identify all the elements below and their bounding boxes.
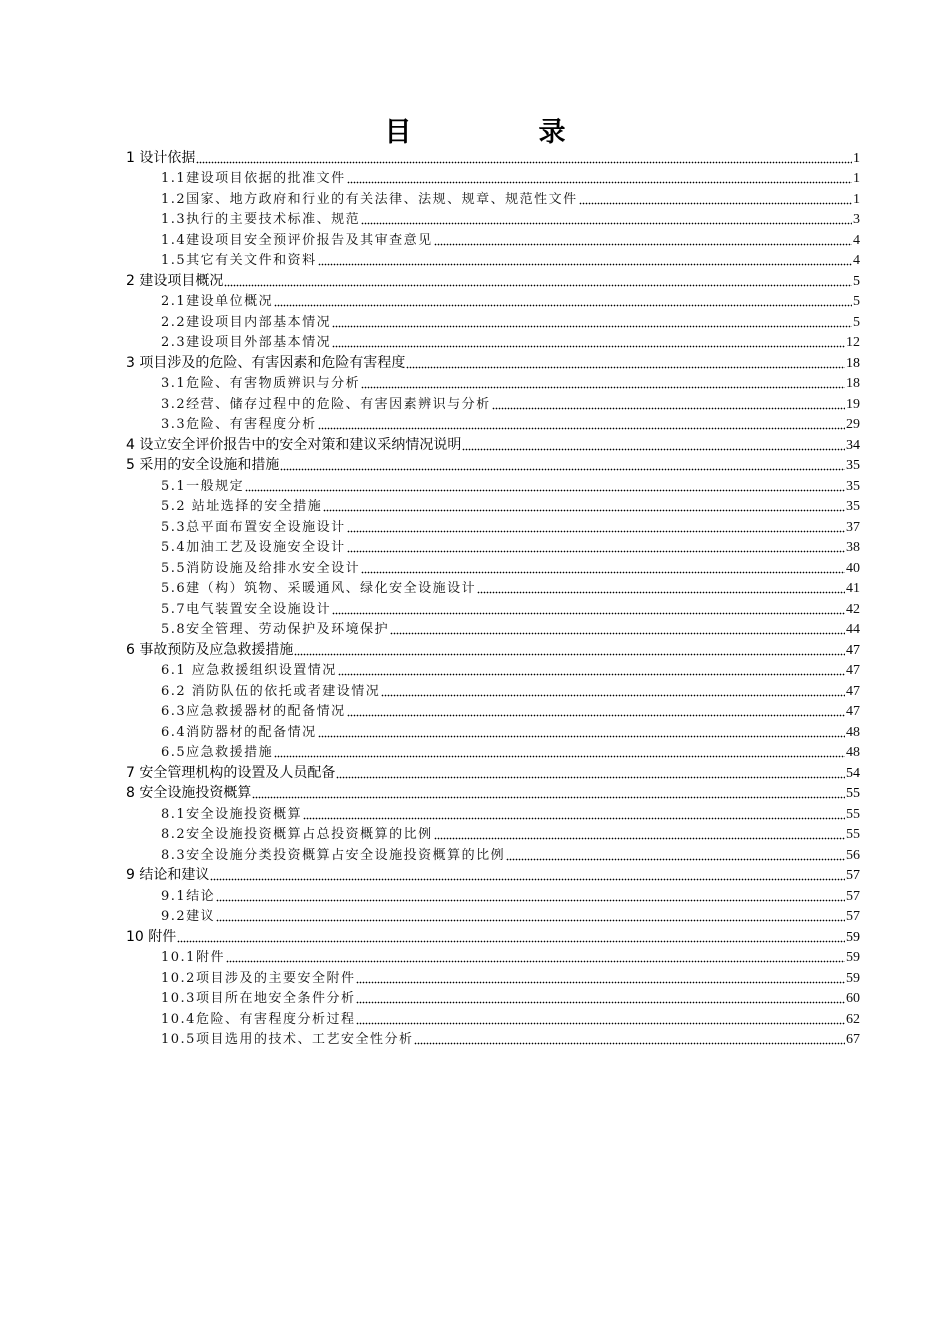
toc-page-number: 35	[846, 478, 860, 494]
toc-section-entry[interactable]	[126, 188, 860, 209]
toc-section-entry[interactable]	[126, 824, 860, 845]
toc-entry-title: 8 安全设施投资概算	[126, 785, 252, 801]
toc-page-number: 18	[846, 376, 860, 391]
dot-leader	[390, 629, 845, 635]
toc-section-entry[interactable]	[126, 516, 860, 537]
toc-page-number: 34	[846, 437, 860, 453]
toc-entry-title: 2.1建设单位概况	[161, 294, 274, 309]
toc-chapter-entry[interactable]	[126, 865, 860, 886]
toc-entry-title: 5.5消防设施及给排水安全设计	[161, 560, 361, 576]
dot-leader	[361, 568, 845, 574]
toc-page-number: 57	[846, 909, 860, 924]
dot-leader	[274, 301, 852, 307]
toc-entry-title: 1.3执行的主要技术标准、规范	[161, 212, 361, 227]
toc-entry-title: 5.8安全管理、劳动保护及环境保护	[161, 622, 390, 637]
toc-entry-title: 8.1安全设施投资概算	[161, 806, 303, 822]
dot-leader	[318, 424, 845, 430]
toc-entry-title: 6.1 应急救援组织设置情况	[161, 663, 337, 678]
toc-page-number: 1	[853, 150, 860, 166]
toc-page-number: 59	[846, 970, 860, 986]
toc-section-entry[interactable]	[126, 680, 860, 701]
dot-leader	[303, 814, 845, 820]
toc-entry-title: 4 设立安全评价报告中的安全对策和建议采纳情况说明	[126, 436, 462, 453]
dot-leader	[177, 937, 845, 943]
dot-leader	[579, 199, 852, 205]
toc-chapter-entry[interactable]	[126, 352, 860, 373]
toc-entry-title: 8.2安全设施投资概算占总投资概算的比例	[161, 827, 433, 842]
toc-entry-title: 3.2经营、储存过程中的危险、有害因素辨识与分析	[161, 396, 491, 412]
toc-page-number: 42	[846, 601, 860, 617]
dot-leader	[356, 1019, 845, 1025]
toc-entry-title: 8.3安全设施分类投资概算占安全设施投资概算的比例	[161, 847, 506, 863]
toc-page-number: 29	[846, 417, 860, 432]
toc-section-entry[interactable]	[126, 619, 860, 640]
toc-entry-title: 3 项目涉及的危险、有害因素和危险有害程度	[126, 354, 406, 371]
toc-entry-title: 6.3应急救援器材的配备情况	[161, 704, 346, 719]
toc-entry-title: 5 采用的安全设施和措施	[126, 457, 280, 473]
dot-leader	[477, 588, 845, 594]
toc-page-number: 59	[846, 929, 860, 945]
toc-section-entry[interactable]	[126, 168, 860, 189]
toc-page-number: 55	[846, 827, 860, 842]
toc-entry-title: 10.5项目选用的技术、工艺安全性分析	[161, 1032, 414, 1047]
toc-entry-title: 5.7电气装置安全设施设计	[161, 601, 332, 617]
toc-section-entry[interactable]	[126, 742, 860, 763]
toc-page-number: 47	[846, 663, 860, 678]
toc-chapter-entry[interactable]	[126, 434, 860, 455]
toc-section-entry[interactable]	[126, 209, 860, 230]
toc-entry-title: 10.1附件	[161, 950, 225, 965]
toc-page-number: 60	[846, 991, 860, 1006]
dot-leader	[196, 158, 852, 164]
dot-leader	[318, 732, 845, 738]
dot-leader	[294, 650, 845, 656]
table-of-contents	[126, 147, 860, 1049]
toc-entry-title: 5.3总平面布置安全设施设计	[161, 519, 346, 535]
page-title: 目 录	[384, 117, 616, 148]
dot-leader	[361, 383, 845, 389]
toc-entry-title: 10.3项目所在地安全条件分析	[161, 991, 356, 1006]
toc-page-number: 4	[853, 232, 860, 248]
dot-leader	[226, 957, 845, 963]
toc-section-entry[interactable]	[126, 947, 860, 968]
toc-page-number: 5	[853, 314, 860, 330]
toc-section-entry[interactable]	[126, 373, 860, 394]
dot-leader	[332, 342, 845, 348]
toc-chapter-entry[interactable]	[126, 762, 860, 783]
toc-section-entry[interactable]	[126, 988, 860, 1009]
dot-leader	[361, 219, 852, 225]
toc-section-entry[interactable]	[126, 885, 860, 906]
toc-section-entry[interactable]	[126, 496, 860, 517]
toc-section-entry[interactable]	[126, 598, 860, 619]
toc-section-entry[interactable]	[126, 803, 860, 824]
toc-page-number: 37	[846, 519, 860, 535]
toc-entry-title: 9.1结论	[161, 888, 216, 904]
dot-leader	[506, 855, 845, 861]
toc-chapter-entry[interactable]	[126, 926, 860, 947]
toc-page-number: 47	[846, 683, 860, 699]
dot-leader	[338, 670, 845, 676]
toc-page-number: 19	[846, 396, 860, 412]
toc-section-entry[interactable]	[126, 906, 860, 927]
dot-leader	[318, 260, 852, 266]
toc-section-entry[interactable]	[126, 229, 860, 250]
toc-page-number: 59	[846, 950, 860, 965]
dot-leader	[347, 711, 845, 717]
toc-chapter-entry[interactable]	[126, 783, 860, 804]
toc-entry-title: 2 建设项目概况	[126, 272, 224, 289]
toc-page-number: 12	[846, 335, 860, 350]
dot-leader	[245, 486, 845, 492]
toc-page-number: 48	[846, 724, 860, 740]
toc-entry-title: 6.4消防器材的配备情况	[161, 724, 317, 740]
toc-entry-title: 2.3建设项目外部基本情况	[161, 335, 332, 350]
toc-page-number: 3	[853, 212, 860, 227]
toc-entry-title: 6.5应急救援措施	[161, 745, 274, 760]
toc-page-number: 4	[853, 253, 860, 268]
toc-page-number: 48	[846, 745, 860, 760]
toc-page-number: 38	[846, 540, 860, 555]
toc-entry-title: 9.2建议	[161, 909, 216, 924]
toc-page-number: 1	[853, 191, 860, 207]
dot-leader	[381, 691, 845, 697]
toc-entry-title: 7 安全管理机构的设置及人员配备	[126, 764, 336, 781]
toc-page-number: 57	[846, 868, 860, 883]
dot-leader	[356, 978, 845, 984]
toc-entry-title: 6 事故预防及应急救援措施	[126, 641, 294, 658]
toc-page-number: 18	[846, 355, 860, 371]
toc-page-number: 57	[846, 888, 860, 904]
toc-section-entry[interactable]	[126, 475, 860, 496]
dot-leader	[323, 506, 845, 512]
dot-leader	[414, 1039, 845, 1045]
dot-leader	[224, 281, 852, 287]
toc-entry-title: 2.2建设项目内部基本情况	[161, 314, 332, 330]
toc-chapter-entry[interactable]	[126, 639, 860, 660]
toc-section-entry[interactable]	[126, 537, 860, 558]
toc-entry-title: 1.1建设项目依据的批准文件	[161, 171, 346, 186]
toc-page-number: 40	[846, 560, 860, 576]
toc-page-number: 47	[846, 642, 860, 658]
toc-chapter-entry[interactable]	[126, 147, 860, 168]
toc-section-entry[interactable]	[126, 660, 860, 681]
toc-section-entry[interactable]	[126, 291, 860, 312]
dot-leader	[492, 404, 845, 410]
dot-leader	[356, 998, 845, 1004]
toc-section-entry[interactable]	[126, 1008, 860, 1029]
toc-chapter-entry[interactable]	[126, 270, 860, 291]
toc-entry-title: 5.1一般规定	[161, 478, 245, 494]
dot-leader	[332, 322, 852, 328]
toc-section-entry[interactable]	[126, 844, 860, 865]
toc-entry-title: 6.2 消防队伍的依托或者建设情况	[161, 683, 381, 699]
dot-leader	[332, 609, 845, 615]
toc-section-entry[interactable]	[126, 332, 860, 353]
dot-leader	[462, 445, 845, 451]
toc-page-number: 35	[846, 499, 860, 514]
dot-leader	[210, 875, 845, 881]
toc-entry-title: 1.5其它有关文件和资料	[161, 253, 317, 268]
toc-entry-title: 1 设计依据	[126, 149, 196, 166]
toc-page-number: 47	[846, 704, 860, 719]
toc-entry-title: 5.6建（构）筑物、采暖通风、绿化安全设施设计	[161, 581, 477, 596]
toc-page-number: 62	[846, 1011, 860, 1027]
dot-leader	[434, 240, 852, 246]
dot-leader	[347, 178, 852, 184]
toc-page-number: 54	[846, 765, 860, 781]
dot-leader	[347, 547, 845, 553]
toc-page-number: 5	[853, 273, 860, 289]
toc-page-number: 5	[853, 294, 860, 309]
toc-page-number: 44	[846, 622, 860, 637]
toc-entry-title: 10.4危险、有害程度分析过程	[161, 1011, 356, 1027]
toc-section-entry[interactable]	[126, 967, 860, 988]
toc-section-entry[interactable]	[126, 250, 860, 271]
toc-section-entry[interactable]	[126, 311, 860, 332]
toc-section-entry[interactable]	[126, 721, 860, 742]
toc-page-number: 55	[846, 786, 860, 801]
toc-page-number: 35	[846, 458, 860, 473]
toc-section-entry[interactable]	[126, 393, 860, 414]
dot-leader	[252, 793, 845, 799]
toc-entry-title: 1.2国家、地方政府和行业的有关法律、法规、规章、规范性文件	[161, 191, 578, 207]
toc-entry-title: 3.1危险、有害物质辨识与分析	[161, 376, 361, 391]
toc-entry-title: 5.4加油工艺及设施安全设计	[161, 540, 346, 555]
toc-section-entry[interactable]	[126, 557, 860, 578]
dot-leader	[274, 752, 845, 758]
toc-chapter-entry[interactable]	[126, 455, 860, 476]
toc-page-number: 41	[846, 581, 860, 596]
toc-page-number: 67	[846, 1032, 860, 1047]
toc-entry-title: 9 结论和建议	[126, 867, 210, 883]
dot-leader	[216, 916, 845, 922]
dot-leader	[280, 465, 845, 471]
toc-entry-title: 3.3危险、有害程度分析	[161, 417, 317, 432]
dot-leader	[216, 896, 845, 902]
toc-entry-title: 10 附件	[126, 928, 177, 945]
toc-page-number: 1	[853, 171, 860, 186]
dot-leader	[434, 834, 845, 840]
toc-entry-title: 1.4建设项目安全预评价报告及其审查意见	[161, 232, 433, 248]
toc-entry-title: 5.2 站址选择的安全措施	[161, 499, 323, 514]
toc-page-number: 55	[846, 806, 860, 822]
dot-leader	[336, 773, 845, 779]
toc-section-entry[interactable]	[126, 578, 860, 599]
dot-leader	[347, 527, 845, 533]
toc-section-entry[interactable]	[126, 414, 860, 435]
dot-leader	[406, 363, 845, 369]
toc-section-entry[interactable]	[126, 701, 860, 722]
toc-entry-title: 10.2项目涉及的主要安全附件	[161, 970, 356, 986]
toc-section-entry[interactable]	[126, 1029, 860, 1050]
toc-page-number: 56	[846, 847, 860, 863]
